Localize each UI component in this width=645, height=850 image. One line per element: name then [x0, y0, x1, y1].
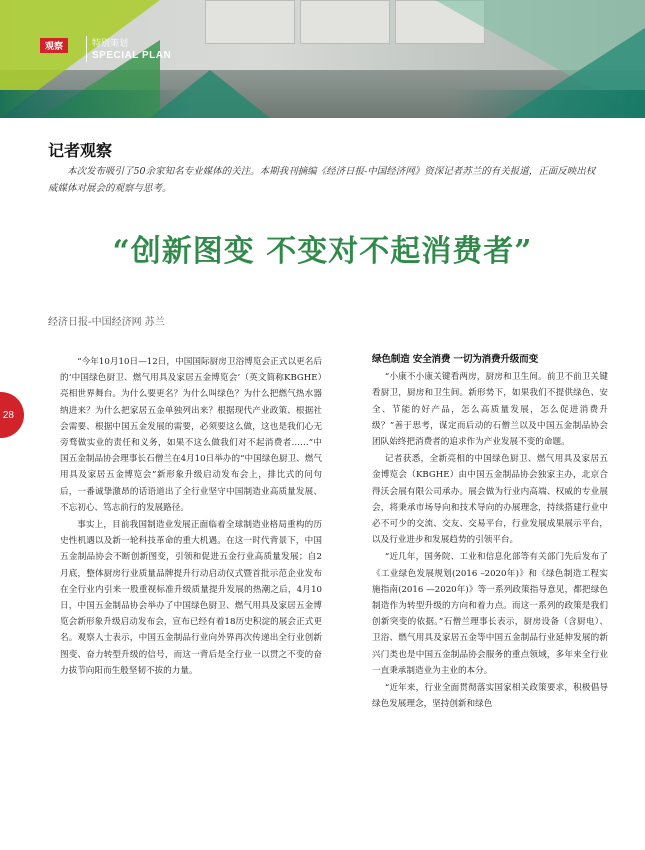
paragraph: 事实上，目前我国制造业发展正面临着全球制造业格局重构的历史性机遇以及新一轮科技革命的重大机遇。在这一时代背景下，中国五金制品协会不断创新图变，引领和促进五金行业高质量发展；自2月底，整体厨房行业质量品牌提升行动启动仪式暨首批示范企业发布在全行业内引来一股重视标准升级质量提升发展的热潮之后，4月10日，中国五金制品协会举办了中国绿色厨卫、燃气用具及家居五金博览会新形象升级启动发布会，宣布已经有着18历史积淀的展会正式更名。观察人士表示，中国五金制品行业向外界再次传递出全行业创新图变、奋力转型升级的信号，而这一背后是全行业一以贯之不变的奋力拔节向阳而生般坚韧不拔的力量。 [60, 520, 322, 676]
header-banner [0, 0, 645, 118]
section-title: 记者观察 [48, 141, 113, 160]
paragraph: “小康不小康关键看两房，厨房和卫生间。前卫不前卫关键看厨卫，厨房和卫生间。新形势下，如果我们不提供绿色、安全、节能的好产品，怎么高质量发展，怎么促进消费升级？”善于思考，谋定而后动的石僧兰以及中国五金制品协会团队始终把消费者的追求作为产业发展不变的命题。 [372, 372, 608, 448]
page-number [0, 392, 24, 438]
paragraph: “近年来，行业全面贯彻落实国家相关政策要求，积极倡导绿色发展理念，坚持创新和绿色 [372, 683, 608, 710]
article-subhead: 绿色制造 安全消费 一切为消费升级而变 [372, 354, 538, 365]
section-tag: 观察 [40, 38, 68, 53]
article-column-right [372, 352, 608, 713]
paragraph: “近几年，国务院、工业和信息化部等有关部门先后发布了《工业绿色发展规划(2016 –2020年)》和《绿色制造工程实施指南(2016 —2020年)》等一系列政策指导意见，都把绿色制造作为转型升级的方向和着力点。而这一系列的政策是我们创新突变的依据。”石僧兰理事长表示，厨房设备（含厨电）、卫浴、燃气用具及家居五金等中国五金制品行业延伸发展的新兴门类也是中国五金制品协会服务的重点领域，多年来全行业一直秉承制造业为主业的本分。 [372, 552, 608, 676]
article-byline: 经济日报-中国经济网 苏兰 [48, 317, 165, 328]
page-number-label: 28 [2, 409, 14, 421]
banner-stripe [0, 90, 645, 118]
paragraph: 记者获悉，全新亮相的中国绿色厨卫、燃气用具及家居五金博览会（KBGHE）由中国五金制品协会独家主办，北京合得沃会展有限公司承办。展会做为行业内高端、权威的专业展会，将秉承市场导向和技术导向的办展理念，持续搭建行业中必不可少的交流、交友、交易平台，行业发展成果展示平台，以及行业进步和发展趋势的引领平台。 [372, 454, 608, 546]
kicker-cn: 特别策划 [92, 39, 129, 49]
article-headline: “创新图变 不变对不起消费者” [112, 234, 533, 269]
banner-cabinet [205, 0, 295, 44]
article-column-left [60, 354, 322, 680]
paragraph: “今年10月10日—12日，中国国际厨房卫浴博览会正式以更名后的‘中国绿色厨卫、燃气用具及家居五金博览会’（英文简称KBGHE）亮相世界舞台。为什么要更名？为什么叫绿色？为什么把燃气热水器纳进来？为什么把家居五金单独列出来？根据现代产业政策、根据社会需要、根据中国五金发展的需要，必须要这么做，这也是我们心无旁骛做实业的责任和义务，如果不这么做我们对不起消费者……”中国五金制品协会理事长石僧兰在4月10日举办的“中国绿色厨卫、燃气用具及家居五金博览会”新形象升级启动发布会上，排比式的问句后，一番诚挚激昂的话语道出了全行业坚守中国制造业高质量发展、不忘初心、笃志前行的发展路径。 [60, 357, 322, 513]
banner-cabinet [300, 0, 390, 44]
section-intro: 本次发布吸引了50余家知名专业媒体的关注。本期我刊摘编《经济日报-中国经济网》资深记者苏兰的有关报道，正面反映出权威媒体对展会的观察与思考。 [48, 166, 596, 194]
kicker-en: SPECIAL PLAN [92, 50, 172, 61]
kicker-divider [86, 36, 87, 62]
